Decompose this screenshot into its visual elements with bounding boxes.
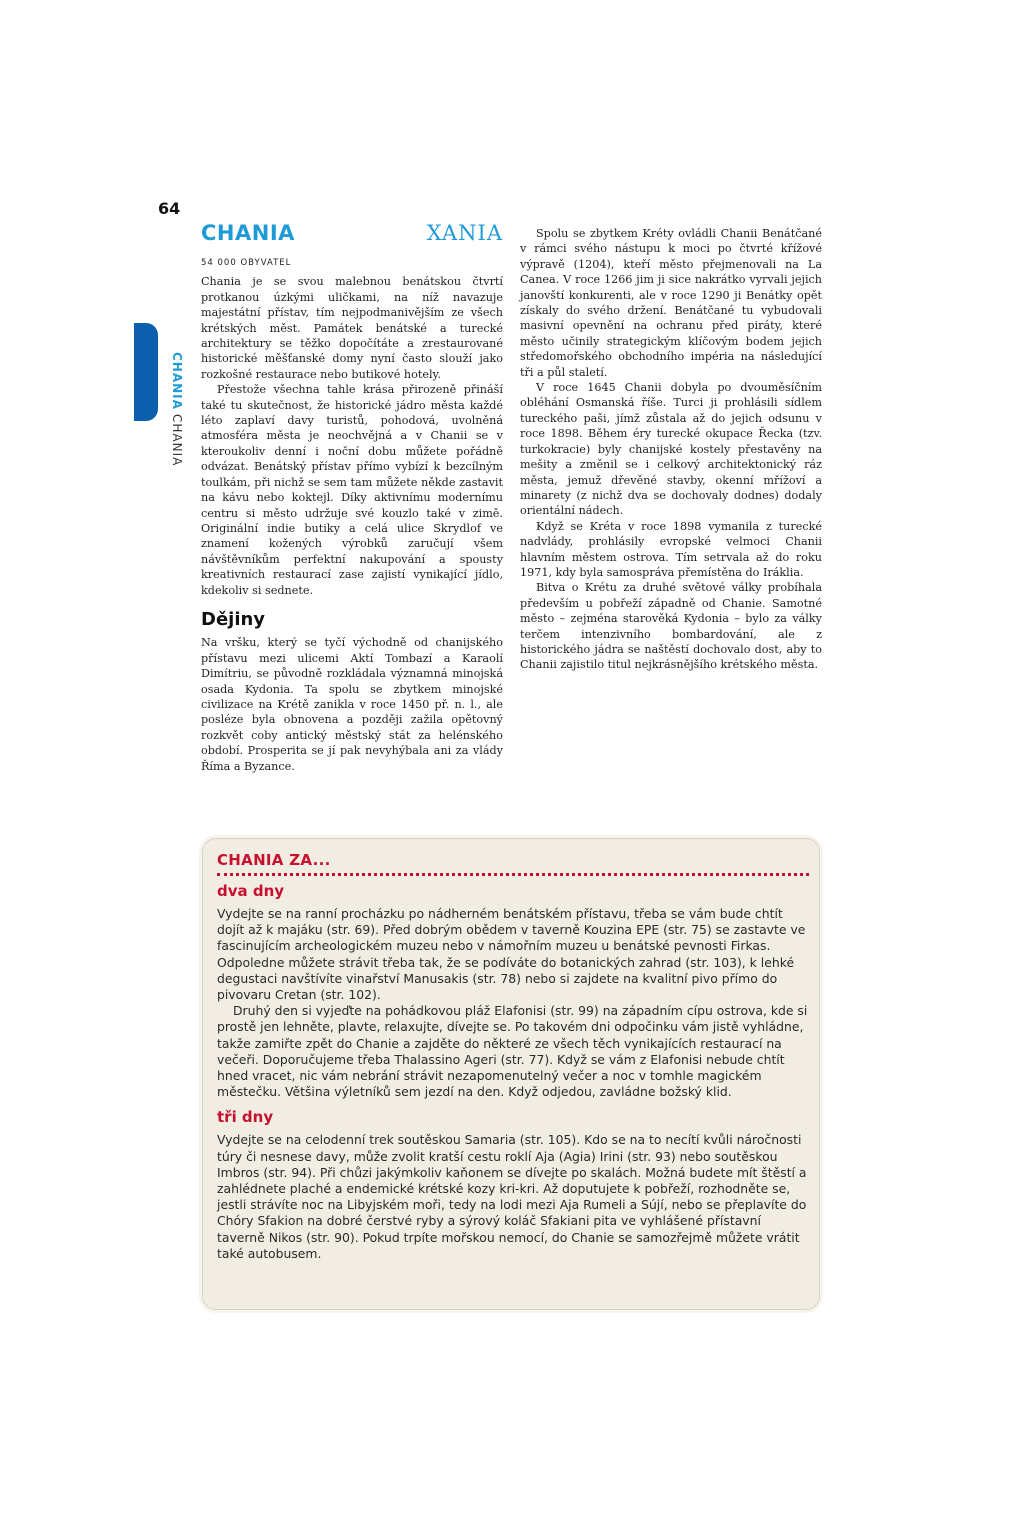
left-column (201, 221, 503, 774)
chapter-tab-label-bold: CHANIA (170, 352, 184, 410)
itinerary-paragraph: Vydejte se na ranní procházku po nádherném benátském přístavu, třeba se vám bude chtít dojít až k majáku (str. 69). Před dobrým obědem v taverně Kouzina EPE (str. 75) se zastavte ve fascinujícím archeologickém muzeu nebo v námořním muzeu u benátské pevnosti Firkas. Odpoledne můžete strávit třeba tak, že se podíváte do botanických zahrad (str. 103), k lehké degustaci navštívíte vinařství Manusakis (str. 78) nebo si zajdete na kvalitní pivo přímo do pivovaru Cretan (str. 102). (217, 906, 806, 1003)
right-column (520, 226, 822, 673)
page-number: 64 (158, 199, 181, 218)
itinerary-box-content (217, 851, 809, 1262)
intro-paragraph: Chania je se svou malebnou benátskou čtvrtí protkanou úzkými uličkami, na níž navazuje majestátní přístav, tím nejpodmanivějším ze všech krétských měst. Památek benátské a turecké architektury se těžko dopočítáte a zrestaurované historické měšťanské domy nyní často slouží jako rozkošné restaurace nebo butikové hotely. (201, 275, 503, 381)
greek-title: XANIA (426, 221, 503, 245)
intro-paragraph: Přestože všechna tahle krása přirozeně přináší také tu skutečnost, že historické jádro města každé léto zaplaví davy turistů, pohodová, uvolněná atmosféra města je neochvějná a v Chanii se v kteroukoliv denní i noční dobu můžete pořádně odvázat. Benátský přístav přímo vybízí k bezcílným toulkám, při nichž se sem tam můžete někde zastavit na kávu nebo koktejl. Díky aktivnímu modernímu centru si město udržuje své kouzlo také v zimě. Originální indie butiky a celá ulice Skrydlof ve znamení kožených výrobků zaručují všem návštěvníkům perfektní nakupování a spousty kreativních restaurací zase zajistí vynikající jídlo, kdekoliv si sednete. (201, 383, 503, 597)
history-paragraph: V roce 1645 Chanii dobyla po dvouměsíčním obléhání Osmanská říše. Turci ji prohlásili sídlem tureckého paši, jímž zůstala až do jejich odsunu v roce 1898. Během éry turecké okupace Řecka (tzv. turkokracie) byly chanijské kostely přestavěny na mešity a změnil se i celkový architektonický ráz města, jemuž dřevěné stavby, okenní mřížoví a minarety (z nichž dva se dochovaly dodnes) dodaly orientální nádech. (520, 381, 822, 518)
history-paragraph: Když se Kréta v roce 1898 vymanila z turecké nadvlády, prohlásily evropské velmoci Chanii hlavním městem ostrova. Tím setrvala až do roku 1971, kdy byla samospráva přemístěna do Iráklia. (520, 519, 822, 579)
section-heading-history: Dějiny (201, 608, 266, 630)
itinerary-subtitle-two-days: dva dny (217, 882, 285, 900)
city-title: CHANIA (201, 221, 295, 245)
itinerary-box (202, 838, 820, 1310)
history-paragraph: Na vršku, který se tyčí východně od chanijského přístavu mezi ulicemi Aktí Tombazí a Karaolí Dimítriu, se původně rozkládala významná minojská osada Kydonia. Ta spolu se zbytkem minojské civilizace na Krétě zanikla v roce 1450 př. n. l., ale posléze byla obnovena a později zažila opětovný rozkvět coby antický městský stát za helénského období. Prosperita se jí pak nevyhýbala ani za vlády Říma a Byzance. (201, 636, 503, 773)
itinerary-subtitle-three-days: tři dny (217, 1108, 274, 1127)
chapter-tab-label-light: CHANIA (170, 413, 184, 467)
chapter-tab-label (170, 352, 184, 466)
itinerary-paragraph: Druhý den si vyjeďte na pohádkovou pláž Elafonisi (str. 99) na západním cípu ostrova, kde si prostě jen lehněte, plavte, relaxujte, dívejte se. Po takovém dni odpočinku vám jistě vyhládne, takže zamiřte zpět do Chanie a zajděte do některé ze všech těch vynikajících restaurací na večeři. Doporučujeme třeba Thalassino Ageri (str. 77). Když se vám z Elafonisi nebude chtít hned vracet, nic vám nebrání strávit nezapomenutelný večer a noc v tomhle magickém městečku. Většina výletníků sem jezdí na den. Když odjedou, zavládne božský klid. (217, 1003, 808, 1100)
history-paragraph: Spolu se zbytkem Kréty ovládli Chanii Benátčané v rámci svého nástupu k moci po čtvrté křížové výpravě (1204), kteří město přejmenovali na La Canea. V roce 1266 jim ji sice nakrátko vyrvali jejich janovští konkurenti, ale v roce 1290 ji Benátky opět získaly do svého držení. Benátčané tu vybudovali masivní opevnění na ochranu před piráty, které město učinily strategickým klíčovým bodem jejich středomořského obchodního impéria na následující tři a půl staletí. (520, 227, 822, 379)
chapter-tab (134, 323, 158, 421)
title-row (201, 221, 503, 252)
history-paragraph: Bitva o Krétu za druhé světové války probíhala především u pobřeží západně od Chanie. Samotné město – zejména starověká Kydonia – bylo za války terčem intenzivního bombardování, ale z historického jádra se naštěstí dochovalo dost, aby to Chanii zajistilo titul nejkrásnějšího krétského města. (520, 581, 822, 672)
itinerary-paragraph: Vydejte se na celodenní trek soutěskou Samaria (str. 105). Kdo se na to necítí kvůli náročnosti túry či nesnese davy, může zvolit kratší cestu roklí Aja (Agia) Irini (str. 93) nebo soutěskou Imbros (str. 94). Při chůzi jakýmkoliv kaňonem se dívejte po skalách. Možná budete mít štěstí a zahlédnete plaché a endemické krétské kozy kri-kri. Až doputujete k pobřeží, rozhodněte se, jestli strávíte noc na Libyjském moři, tedy na lodi mezi Aja Rumeli a Sújí, nebo se přeplavíte do Chóry Sfakion na dobré čerstvé ryby a sýrový koláč Sfakiani pita ve vyhlášené přístavní taverně Nikos (str. 90). Pokud trpíte mořskou nemocí, do Chanie se samozřejmě můžete vrátit také autobusem. (217, 1132, 807, 1261)
itinerary-box-title: CHANIA ZA... (217, 851, 331, 869)
population: 54 000 OBYVATEL (201, 258, 292, 268)
dotted-divider (217, 873, 809, 876)
